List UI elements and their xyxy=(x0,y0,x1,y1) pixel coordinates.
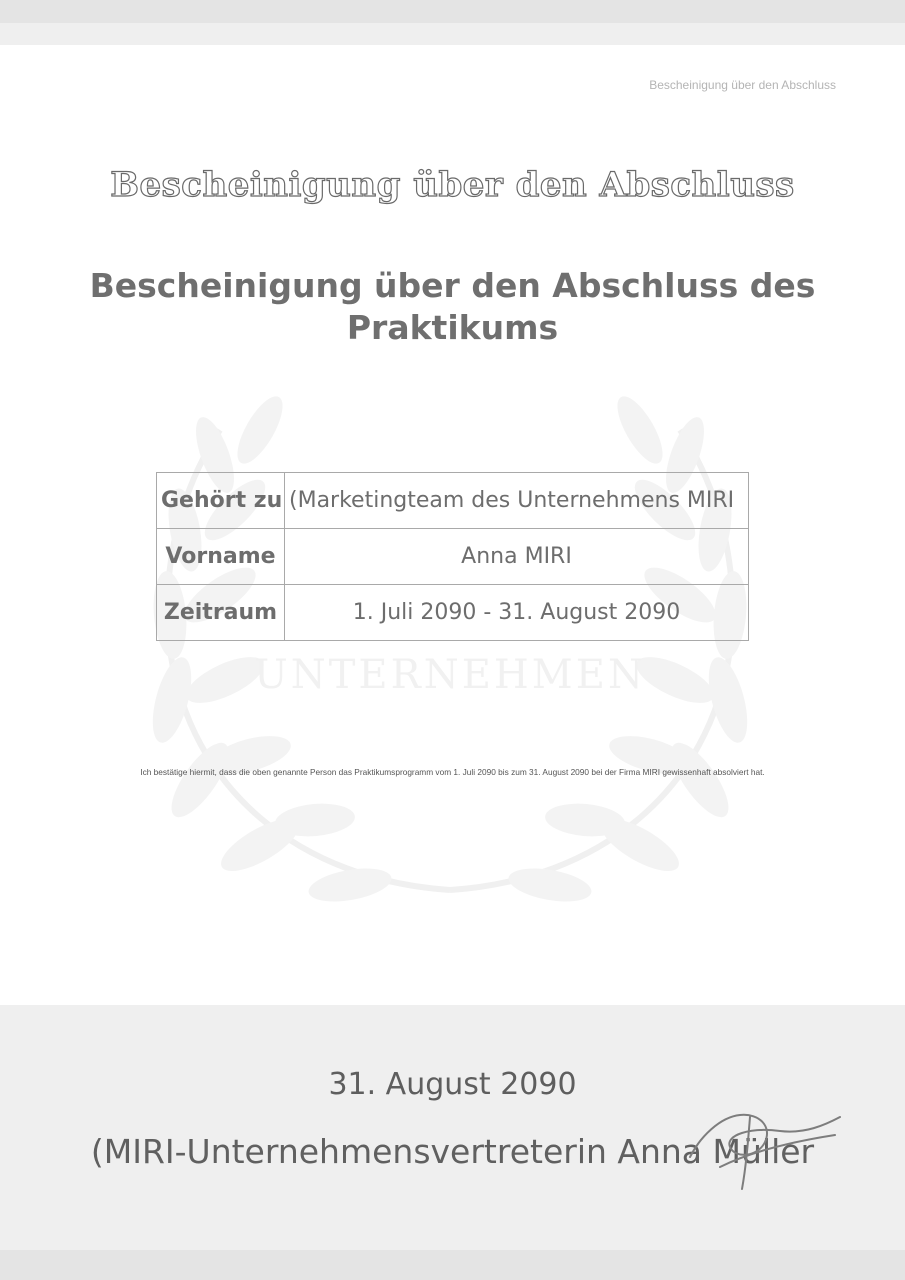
issue-date: 31. August 2090 xyxy=(328,1067,577,1102)
details-table xyxy=(156,472,749,641)
confirmation-statement: Ich bestätige hiermit, dass die oben genannte Person das Praktikumsprogramm vom 1. Juli 2090 bis zum 31. August 2090 bei der Firma MIRI gewissenhaft absolviert hat. xyxy=(140,767,765,777)
row-label-belongs-to: Gehört zu xyxy=(157,473,285,529)
row-value-period: 1. Juli 2090 - 31. August 2090 xyxy=(285,585,749,641)
row-value-first-name: Anna MIRI xyxy=(285,529,749,585)
laurel-wreath-watermark xyxy=(100,370,800,960)
running-header: Bescheinigung über den Abschluss xyxy=(649,78,836,92)
bottom-band xyxy=(0,1250,905,1280)
row-label-first-name: Vorname xyxy=(157,529,285,585)
row-value-belongs-to: (Marketingteam des Unternehmens MIRI xyxy=(285,473,749,529)
table-row xyxy=(157,529,749,585)
top-band xyxy=(0,23,905,45)
table-row xyxy=(157,585,749,641)
signature-footer xyxy=(0,1005,905,1250)
representative-name: (MIRI-Unternehmensvertreterin Anna Müller xyxy=(90,1132,815,1171)
table-row xyxy=(157,473,749,529)
handwritten-signature xyxy=(680,1097,850,1197)
decorative-title: Bescheinigung über den Abschluss xyxy=(110,165,795,205)
certificate-page xyxy=(0,45,905,1005)
main-title: Bescheinigung über den Abschluss des Praktikums xyxy=(89,266,816,347)
row-label-period: Zeitraum xyxy=(157,585,285,641)
watermark-text: UNTERNEHMEN xyxy=(254,652,646,698)
